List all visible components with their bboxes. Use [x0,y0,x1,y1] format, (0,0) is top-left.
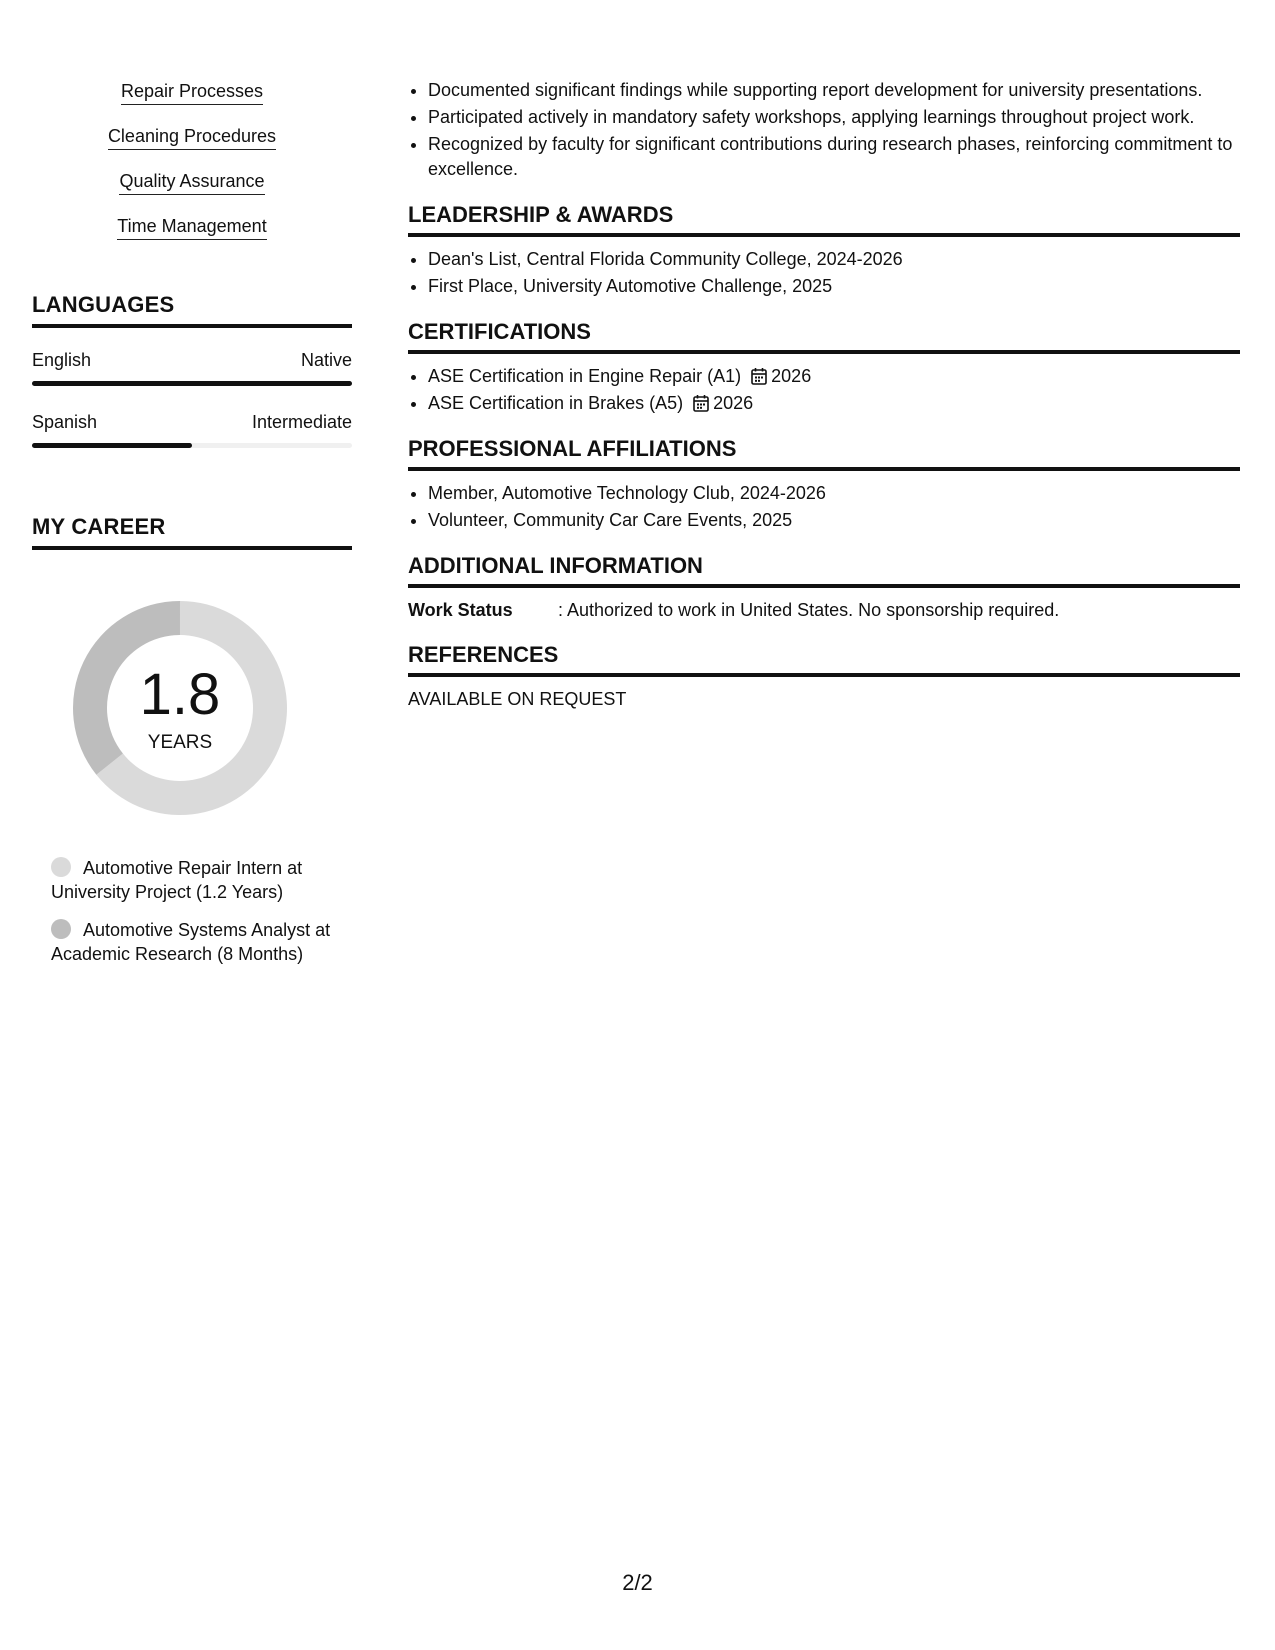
languages-section [32,292,352,448]
languages-heading: LANGUAGES [32,292,352,328]
skill-tag: Cleaning Procedures [108,125,276,150]
language-bar-fill [32,443,192,448]
certifications-list [408,364,1240,416]
legend-label: Automotive Repair Intern at University Project (1.2 Years) [51,858,303,902]
legend-label: Automotive Systems Analyst at Academic Research (8 Months) [51,920,331,964]
skill-item [32,170,352,195]
legend-dot-icon [51,919,71,939]
language-name: English [32,350,92,370]
skill-tag: Quality Assurance [119,170,264,195]
experience-bullet: • Documented significant findings while supporting report development for university presentations. [428,78,1240,103]
language-bar [32,443,352,448]
language-row-spanish [32,412,352,433]
experience-bullet: • Participated actively in mandatory safety workshops, applying learnings throughout project work. [428,105,1240,130]
career-legend [51,856,341,966]
certification-item [428,364,1240,389]
legend-item [51,918,341,966]
language-bar-fill [32,381,352,386]
leadership-item: • Dean's List, Central Florida Community College, 2024-2026 [428,247,1240,272]
skills-list [32,80,352,240]
language-name: Spanish [32,412,98,432]
affiliation-item: • Volunteer, Community Car Care Events, 2025 [428,508,1240,533]
work-status-label: Work Status [408,600,513,620]
certification-year: 2026 [771,366,812,386]
career-section [32,514,352,966]
affiliations-heading: PROFESSIONAL AFFILIATIONS [408,436,1240,471]
career-heading: MY CAREER [32,514,352,550]
work-status-value: : Authorized to work in United States. No sponsorship required. [558,600,1060,620]
career-donut-chart [66,594,294,822]
leadership-heading: LEADERSHIP & AWARDS [408,202,1240,237]
left-column [32,80,352,980]
skill-item [32,125,352,150]
references-heading: REFERENCES [408,642,1240,677]
references-text: AVAILABLE ON REQUEST [408,689,627,709]
certification-name: ASE Certification in Engine Repair (A1) [428,366,742,386]
certification-name: ASE Certification in Brakes (A5) [428,393,684,413]
experience-bullets [408,78,1240,182]
skill-item [32,80,352,105]
calendar-icon [693,394,709,412]
experience-bullet: • Recognized by faculty for significant contributions during research phases, reinforcing commitment to excellence. [428,132,1240,182]
skill-tag: Repair Processes [121,80,263,105]
affiliations-list [408,481,1240,533]
right-column [408,78,1240,711]
language-bar [32,381,352,386]
language-level: Intermediate [251,412,352,432]
skill-tag: Time Management [117,215,266,240]
language-row-english [32,350,352,371]
affiliation-item: • Member, Automotive Technology Club, 2024-2026 [428,481,1240,506]
leadership-item: • First Place, University Automotive Challenge, 2025 [428,274,1240,299]
legend-item [51,856,341,904]
page-number: 2/2 [622,1570,653,1595]
legend-dot-icon [51,857,71,877]
calendar-icon [751,367,767,385]
language-level: Native [300,350,352,370]
career-total-years: 1.8 [139,662,221,727]
certifications-heading: CERTIFICATIONS [408,319,1240,354]
career-total-unit: YEARS [147,732,213,753]
leadership-list [408,247,1240,299]
additional-info-heading: ADDITIONAL INFORMATION [408,553,1240,588]
work-status-row [408,598,1240,622]
certification-year: 2026 [713,393,754,413]
skill-item [32,215,352,240]
certification-item [428,391,1240,416]
